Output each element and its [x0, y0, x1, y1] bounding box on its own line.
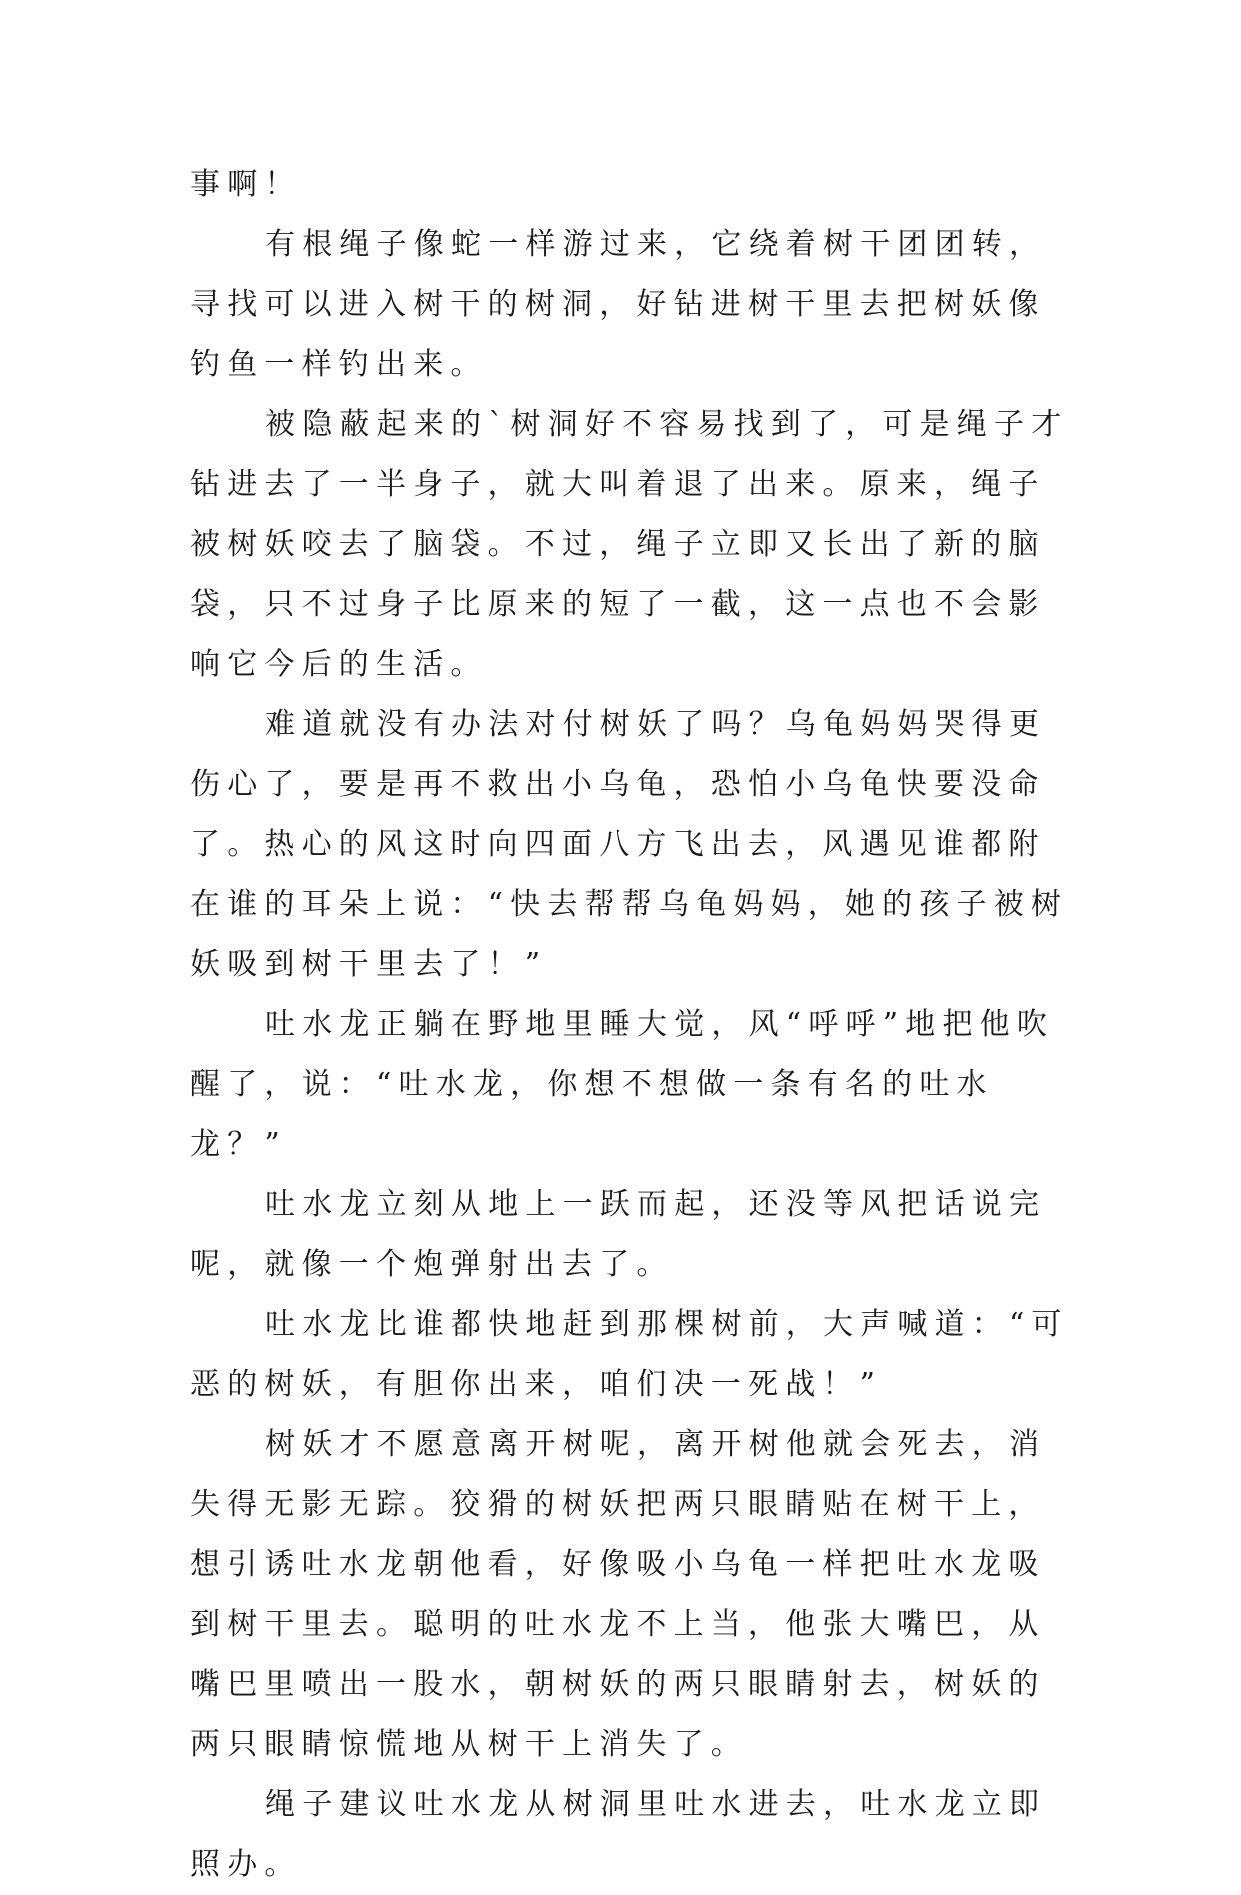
paragraph-9: 绳子建议吐水龙从树洞里吐水进去，吐水龙立即照办。: [190, 1787, 1047, 1882]
story-text: [190, 155, 1070, 1895]
paragraph-2: 有根绳子像蛇一样游过来，它绕着树干团团转，寻找可以进入树干的树洞，好钻进树干里去把树妖像钓鱼一样钓出来。: [190, 227, 1047, 382]
paragraph-1: 事啊！: [190, 167, 302, 202]
paragraph-8: 树妖才不愿意离开树呢，离开树他就会死去，消失得无影无踪。狡猾的树妖把两只眼睛贴在树干上，想引诱吐水龙朝他看，好像吸小乌龟一样把吐水龙吸到树干里去。聪明的吐水龙不上当，他张大嘴巴，从嘴巴里喷出一股水，朝树妖的两只眼睛射去，树妖的两只眼睛惊慌地从树干上消失了。: [190, 1427, 1047, 1762]
paragraph-7: 吐水龙比谁都快地赶到那棵树前，大声喊道：“可恶的树妖，有胆你出来，咱们决一死战！”: [190, 1307, 1069, 1402]
paragraph-5: 吐水龙正躺在野地里睡大觉，风“呼呼”地把他吹醒了，说：“吐水龙，你想不想做一条有名的吐水龙？”: [190, 1007, 1055, 1162]
paragraph-4: 难道就没有办法对付树妖了吗？乌龟妈妈哭得更伤心了，要是再不救出小乌龟，恐怕小乌龟快要没命了。热心的风这时向四面八方飞出去，风遇见谁都附在谁的耳朵上说：“快去帮帮乌龟妈妈，她的孩子被树妖吸到树干里去了！”: [190, 707, 1069, 982]
paragraph-6: 吐水龙立刻从地上一跃而起，还没等风把话说完呢，就像一个炮弹射出去了。: [190, 1187, 1047, 1282]
paragraph-3: 被隐蔽起来的`树洞好不容易找到了，可是绳子才钻进去了一半身子，就大叫着退了出来。原来，绳子被树妖咬去了脑袋。不过，绳子立即又长出了新的脑袋，只不过身子比原来的短了一截，这一点也不会影响它今后的生活。: [190, 407, 1069, 682]
